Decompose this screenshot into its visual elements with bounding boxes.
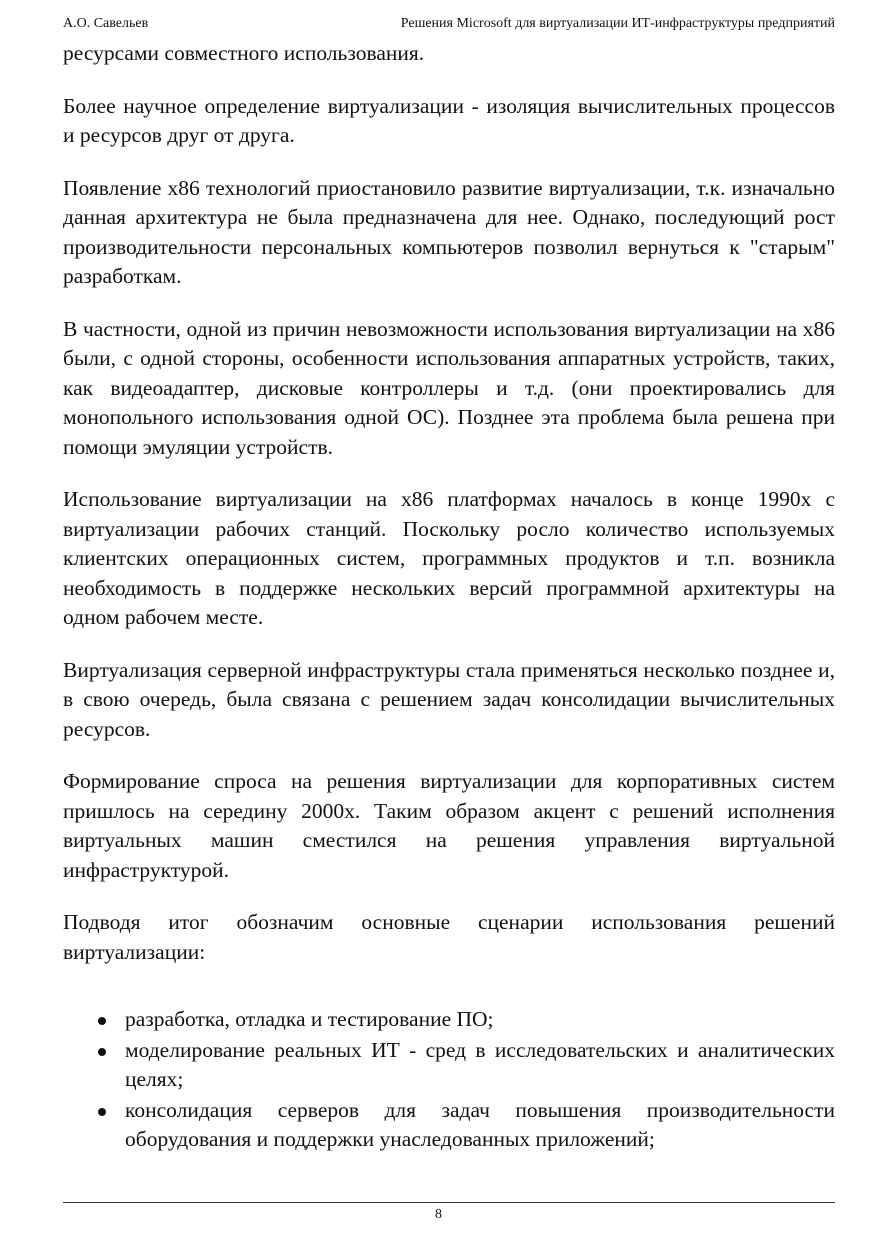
scenario-list [63, 1005, 835, 1155]
list-item [63, 1036, 835, 1095]
bullet-icon [98, 1017, 106, 1025]
body-text [63, 39, 835, 1156]
paragraph: В частности, одной из причин невозможности использования виртуализации на x86 были, с одной стороны, особенности использования аппаратных устройств, таких, как видеоадаптер, дисковые контроллеры и т.д. (они проектировались для монопольного использования одной ОС). Позднее эта проблема была решена при помощи эмуляции устройств. [63, 316, 835, 459]
list-item-text: консолидация серверов для задач повышения производительности оборудования и поддержки унаследованных приложений; [125, 1097, 835, 1151]
paragraph: Появление x86 технологий приостановило развитие виртуализации, т.к. изначально данная архитектура не была предназначена для нее. Однако, последующий рост производительности персональных компьютеров позволил вернуться к "старым" разработкам. [63, 175, 835, 288]
paragraph-list-intro: Подводя итог обозначим основные сценарии использования решений виртуализации: [63, 910, 835, 964]
running-header [63, 14, 835, 34]
paragraph: Более научное определение виртуализации - изоляция вычислительных процессов и ресурсов друг от друга. [63, 93, 835, 147]
bullet-icon [98, 1048, 106, 1056]
header-author: А.О. Савельев [63, 16, 149, 31]
header-title: Решения Microsoft для виртуализации ИТ-инфраструктуры предприятий [400, 16, 835, 31]
paragraph-continuation: ресурсами совместного использования. [63, 41, 425, 65]
footer-divider [63, 1202, 835, 1203]
paragraph: Использование виртуализации на x86 платформах началось в конце 1990х с виртуализации рабочих станций. Поскольку росло количество используемых клиентских операционных систем, программных продуктов и т.п. возникла необходимость в поддержке нескольких версий программной архитектуры на одном рабочем месте. [63, 487, 835, 629]
paragraph: Виртуализация серверной инфраструктуры стала применяться несколько позднее и, в свою очередь, была связана с решением задач консолидации вычислительных ресурсов. [63, 657, 835, 741]
list-item-text: разработка, отладка и тестирование ПО; [125, 1007, 494, 1031]
paragraph: Формирование спроса на решения виртуализации для корпоративных систем пришлось на середину 2000х. Таким образом акцент с решений исполнения виртуальных машин сместился на решения управления виртуальной инфраструктурой. [63, 769, 835, 882]
list-item [63, 1005, 835, 1035]
bullet-icon [98, 1108, 106, 1116]
list-item [63, 1096, 835, 1155]
list-item-text: моделирование реальных ИТ - сред в исследовательских и аналитических целях; [125, 1037, 835, 1091]
page-number: 8 [435, 1207, 442, 1222]
